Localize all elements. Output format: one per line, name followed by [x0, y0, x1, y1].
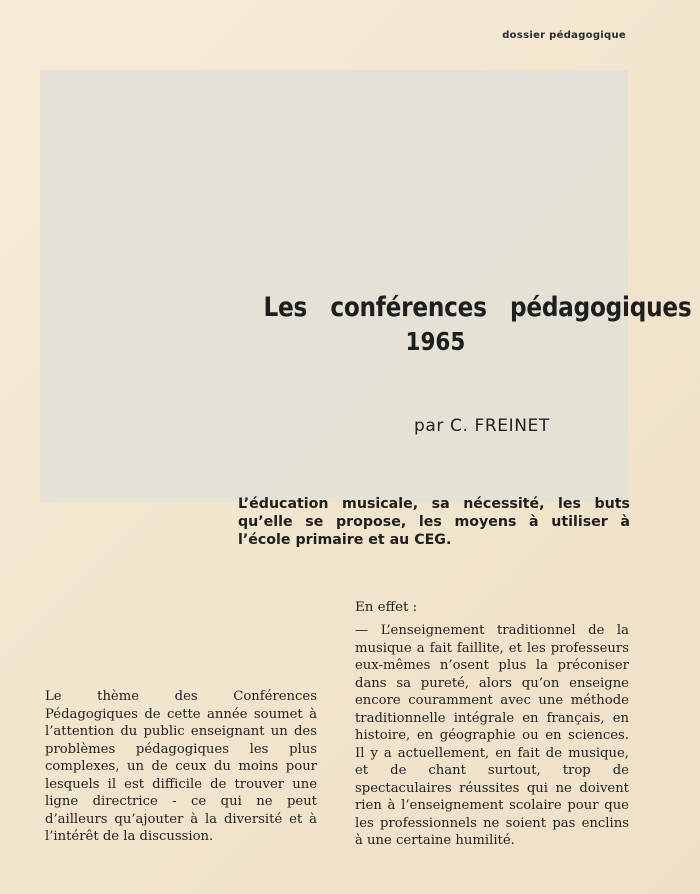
- article-title: [236, 292, 692, 356]
- article-title-line1: Les conférences pédagogiques: [263, 292, 692, 323]
- left-column-text: Le thème des Conférences Pédagogiques de cette année soumet à l’attention du public enseignant un des problèmes pédagogiques les plus complexes, un de ceux du moins pour lesquels il est difficile de trouver une ligne directrice - ce qui ne peut d’ailleurs qu’ajouter à la diversité et à l’intérêt de la discussion.: [45, 689, 317, 844]
- right-column-text: — L’enseignement traditionnel de la musique a fait faillite, et les professeurs eux-mêmes n’osent plus la préconiser dans sa pureté, alors qu’on enseigne encore couramment avec une méthode traditionnelle intégrale en français, en histoire, en géographie ou en sciences. Il y a actuellement, en fait de musique, et de chant surtout, trop de spectaculaires réussites qui ne doivent rien à l’enseignement scolaire pour que les professionnels ne soient pas enclins à une certaine humilité.: [355, 623, 629, 848]
- title-background-block: [40, 70, 692, 502]
- article-subtitle: L’éducation musicale, sa nécessité, les buts qu’elle se propose, les moyens à utiliser à l’école primaire et au CEG.: [238, 496, 630, 548]
- right-column-heading: En effet :: [355, 600, 418, 615]
- article-title-year: 1965: [405, 327, 466, 356]
- section-label: dossier pédagogique: [502, 30, 626, 41]
- article-author: par C. FREINET: [414, 416, 550, 436]
